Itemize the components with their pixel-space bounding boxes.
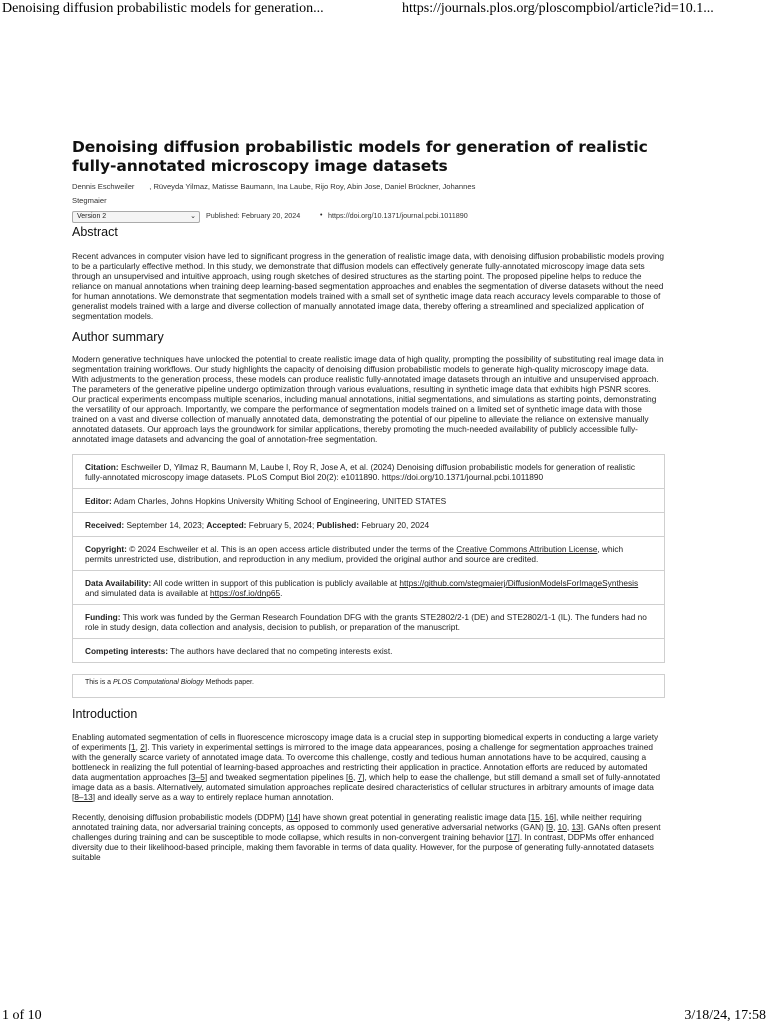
dates-row [73, 512, 664, 536]
funding-label: Funding: [85, 612, 121, 622]
journal-name: PLOS Computational Biology [113, 679, 204, 686]
github-link[interactable]: https://github.com/stegmaierj/DiffusionModelsForImageSynthesis [399, 578, 639, 588]
intro-text: Recently, denoising diffusion probabilistic models (DDPM) [ [72, 812, 289, 822]
copyright-row [73, 536, 664, 570]
introduction-heading: Introduction [72, 707, 138, 721]
intro-text: ], while neither requiring annotated training data, nor adversarial training concepts, as opposed to commonly used generative adversarial networks (GAN) [ [72, 812, 642, 832]
intro-text: ] and tweaked segmentation pipelines [ [204, 772, 349, 782]
article-info-box [72, 454, 665, 663]
print-footer [0, 1008, 768, 1024]
data-availability-row [73, 570, 664, 604]
doi-link[interactable]: https://doi.org/10.1371/journal.pcbi.1011890 [328, 211, 468, 220]
funding-text: This work was funded by the German Research Foundation DFG with the grants STE2802/2-1 (DE) and STE2802/1-1 (IL). The funders had no role in study design, data collection and analysis, decision to publish, or preparation of the manuscript. [85, 612, 647, 632]
intro-text: , [135, 742, 141, 752]
reference-link[interactable]: 13 [571, 822, 581, 832]
editor-label: Editor: [85, 496, 112, 506]
data-availability-pre: All code written in support of this publication is publicly available at [153, 578, 398, 588]
author-summary-text: Modern generative techniques have unlocked the potential to create realistic image data of high quality, prompting the possibility of substituting real image data in segmentation training workflows. Our study highlights the capacity of denoising diffusion probabilistic models to generate high-quality microscopy image data. With adjustments to the generation process, these models can produce realistic fully-annotated image datasets through an intuitive and unsupervised approach. The parameters of the generative pipeline undergo optimization through various evaluations, resulting in synthetic image data that exhibits high PSNR scores. Our practical experiments encompass multiple scenarios, including manual annotations, initial segmentations, and simulations as starting points, demonstrating the versatility of our approach. Importantly, we compare the performance of segmentation models trained on a limited set of synthetic image data with those trained on a vast and diverse collection of manually annotated data, demonstrating the potential of our pipeline to alleviate the reliance on extensive manually annotated datasets. Our approach lays the groundwork for similar applications, thereby promoting the much-needed availability of publicly accessible fully-annotated image datasets and advancing the goal of annotation-free segmentation. [72, 354, 664, 444]
data-availability-label: Data Availability: [85, 578, 152, 588]
abstract-text: Recent advances in computer vision have led to significant progress in the generation of realistic image data, with denoising diffusion probabilistic models proving to be a particularly effective method. In this study, we demonstrate that diffusion models can effectively generate fully-annotated microscopy image data sets through an unsupervised and intuitive approach, using rough sketches of desired structures as the starting point. The proposed pipeline helps to reduce the reliance on manual annotations when training deep learning-based segmentation approaches and enables the segmentation of diverse datasets without the need for human annotations. We demonstrate that segmentation models trained with a small set of synthetic image data reach accuracy levels comparable to those of generalist models trained with a large and diverse collection of manually annotated image data, thereby offering a streamlined and specialized application of segmentation models. [72, 251, 665, 321]
intro-text: , [553, 822, 558, 832]
article-meta [72, 211, 665, 225]
reference-link[interactable]: 6 [348, 772, 353, 782]
abstract-heading: Abstract [72, 225, 118, 239]
received-label: Received: [85, 520, 125, 530]
reference-link[interactable]: 15 [530, 812, 540, 822]
reference-link[interactable]: 16 [544, 812, 554, 822]
funding-row [73, 604, 664, 638]
intro-text: , [566, 822, 572, 832]
version-select[interactable] [72, 211, 200, 223]
intro-text: , [352, 772, 358, 782]
received-date: September 14, 2023; [126, 520, 205, 530]
reference-link[interactable]: 2 [140, 742, 145, 752]
intro-text: ]. This variety in experimental settings is mirrored to the image data appearances, posing a challenge for segmentation approaches trained with the generally scarce variety of annotated image data. To overcome this challenge, costly and tedious human annotations have to be acquired, causing a bottleneck in realizing the full potential of learning-based approaches and restricting their application in practice. Annotation efforts are reduced by automated data augmentation approaches [ [72, 742, 653, 782]
bullet-separator: • [320, 212, 323, 219]
article-title: Denoising diffusion probabilistic models for generation of realistic fully-annotated microscopy image datasets [72, 138, 648, 175]
accepted-date: February 5, 2024; [248, 520, 315, 530]
reference-link[interactable]: 7 [357, 772, 363, 782]
citation-row [73, 455, 664, 488]
reference-link[interactable]: 17 [508, 832, 518, 842]
data-availability-mid: and simulated data is available at [85, 588, 208, 598]
intro-text: ]. In contrast, DDPMs offer enhanced diversity due to their likelihood-based principle, making them favorable in terms of data quality. However, for the purpose of generating fully-annotated datasets suitable [72, 832, 654, 862]
intro-text: ] have shown great potential in generating realistic image data [ [298, 812, 531, 822]
version-select-value: Version 2 [77, 213, 107, 220]
cc-license-link[interactable]: Creative Commons Attribution License [456, 544, 598, 554]
reference-link[interactable]: 9 [548, 822, 554, 832]
published-date-info: February 20, 2024 [361, 520, 430, 530]
print-header [0, 0, 768, 22]
reference-link[interactable]: 14 [288, 812, 299, 822]
intro-text: , [539, 812, 545, 822]
reference-link[interactable]: 10 [557, 822, 567, 832]
intro-text: ], which help to ease the challenge, but still demand a small set of fully-annotated image data as a basis. Alternatively, automated simulation approaches replicate desired characteristics of cellular structures in arbitrary amounts of image data [ [72, 772, 661, 802]
reference-link[interactable]: 8–13 [74, 792, 93, 802]
reference-link[interactable]: 3–5 [191, 772, 205, 782]
copyright-text-pre: © 2024 Eschweiler et al. This is an open access article distributed under the terms of the [129, 544, 454, 554]
author-list: Dennis Eschweiler , Rüveyda Yilmaz, Matisse Baumann, Ina Laube, Rijo Roy, Abin Jose, Daniel Brückner, Johannes Stegmaier [72, 182, 476, 205]
copyright-text-post: , which permits unrestricted use, distribution, and reproduction in any medium, provided the original author and source are credited. [85, 544, 624, 564]
intro-text: Enabling automated segmentation of cells in fluorescence microscopy image data is a crucial step in supporting biomedical experts in conducting a large variety of experiments [ [72, 732, 659, 752]
competing-interests-label: Competing interests: [85, 646, 168, 656]
author-summary-heading: Author summary [72, 330, 164, 344]
paper-type-pre: This is a [85, 679, 112, 686]
competing-interests-row [73, 638, 664, 662]
published-label: Published: [316, 520, 359, 530]
editor-row [73, 488, 664, 512]
competing-interests-text: The authors have declared that no competing interests exist. [170, 646, 393, 656]
citation-text: Eschweiler D, Yilmaz R, Baumann M, Laube I, Roy R, Jose A, et al. (2024) Denoising diffusion probabilistic models for generation of realistic fully-annotated microscopy image datasets. PLoS Comput Biol 20(2): e1011890. https://doi.org/10.1371/journal.pcbi.1011890 [85, 462, 636, 482]
page-number: 1 of 10 [2, 1008, 42, 1023]
introduction-paragraph-1 [72, 732, 665, 802]
intro-text: ]. GANs often present challenges during training and can be susceptible to mode collapse, which results in non-convergent training behavior [ [72, 822, 661, 842]
introduction-paragraph-2 [72, 812, 665, 862]
osf-link[interactable]: https://osf.io/dnp65 [210, 588, 281, 598]
paper-type-post: Methods paper. [205, 679, 254, 686]
print-timestamp: 3/18/24, 17:58 [684, 1008, 766, 1023]
reference-link[interactable]: 1 [131, 742, 136, 752]
copyright-label: Copyright: [85, 544, 127, 554]
paper-type-box [72, 674, 665, 698]
intro-text: ] and ideally serve as a way to entirely replace human annotation. [92, 792, 334, 802]
print-page-title: Denoising diffusion probabilistic models for generation... [2, 1, 324, 16]
accepted-label: Accepted: [206, 520, 247, 530]
published-date: Published: February 20, 2024 [206, 211, 301, 220]
citation-label: Citation: [85, 462, 119, 472]
print-url: https://journals.plos.org/ploscompbiol/article?id=10.1... [402, 1, 714, 16]
article-content [72, 138, 665, 862]
chevron-down-icon: ⌄ [190, 213, 196, 220]
editor-text: Adam Charles, Johns Hopkins University Whiting School of Engineering, UNITED STATES [113, 496, 447, 506]
data-availability-post: . [280, 588, 283, 598]
